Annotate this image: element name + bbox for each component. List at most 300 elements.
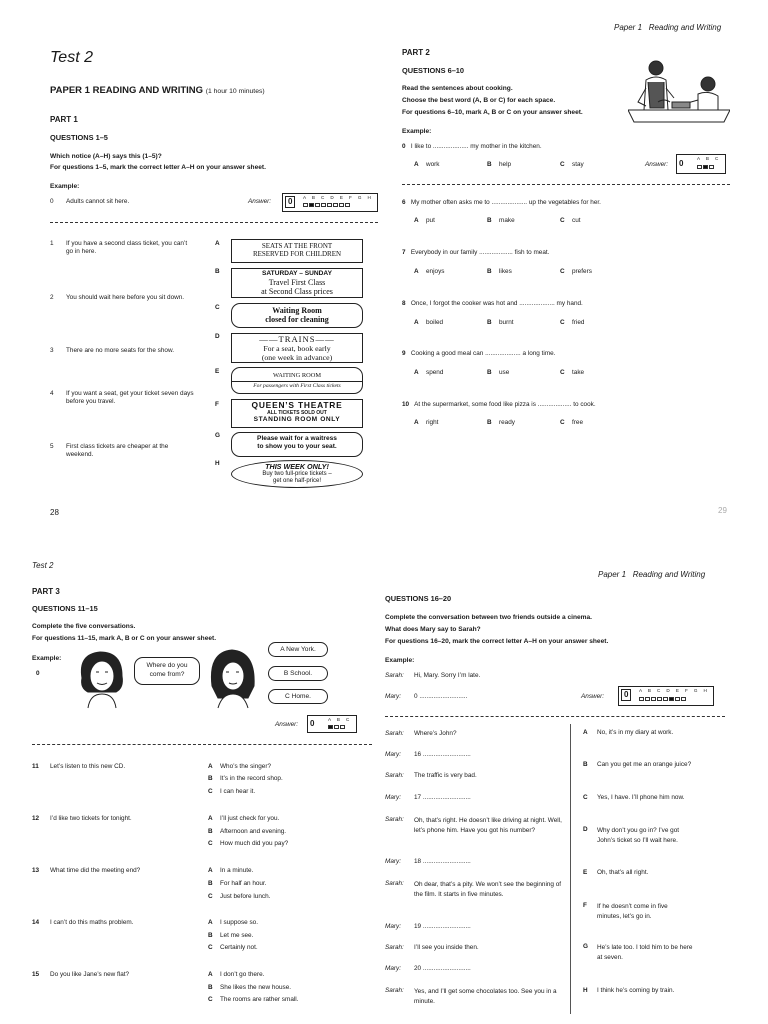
test-title: Test 2 (50, 49, 93, 66)
option-text: I’ll just check for you. (220, 815, 280, 822)
option-letter: B (583, 761, 588, 768)
option-letter: C (208, 788, 213, 795)
option-bubble-text: A New York. (280, 646, 316, 653)
option-letter: C (560, 217, 565, 224)
notice-line: to show you to your seat. (257, 442, 337, 450)
notice-letter: B (215, 268, 220, 275)
notice-line: at Second Class prices (261, 286, 333, 296)
instruction-line: Complete the conversation between two friends outside a cinema. (385, 614, 593, 621)
answer-letters: A B C (697, 156, 721, 161)
page-29 (384, 0, 768, 540)
option-text: I don’t go there. (220, 971, 265, 978)
example-label: Example: (32, 655, 62, 662)
questions-title: QUESTIONS 6–10 (402, 66, 465, 75)
questions-title: QUESTIONS 1–5 (50, 133, 108, 142)
answer-lozenges (639, 697, 686, 701)
question-option (560, 419, 583, 427)
question-text: I can’t do this maths problem. (50, 919, 134, 926)
option-letter: B (487, 369, 492, 376)
option-bubble (268, 666, 328, 681)
paper-title-text: PAPER 1 READING AND WRITING (50, 85, 204, 96)
sentence-after: my hand. (556, 300, 583, 307)
running-header: Test 2 (32, 561, 54, 570)
option-bubble (268, 642, 328, 657)
notice-line: Travel First Class (268, 277, 326, 287)
option-text: right (426, 419, 439, 426)
option-text: fried (572, 319, 585, 326)
speaker-label: Mary: (385, 965, 401, 972)
question-sentence (402, 300, 583, 308)
woman-illustration (208, 646, 258, 710)
example-label: Example: (402, 128, 432, 135)
question-option (208, 932, 253, 940)
option-letter: C (208, 840, 213, 847)
instruction-line: For questions 16–20, mark the correct letter A–H on your answer sheet. (385, 638, 609, 645)
speaker-label: Mary: (385, 858, 401, 865)
question-text: If you have a second class ticket, you can’t go in here. (66, 240, 188, 256)
option-text: make (499, 217, 515, 224)
option-letter: A (208, 763, 213, 770)
answer-letters: A B C (328, 717, 352, 722)
instruction-line: For questions 11–15, mark A, B or C on your answer sheet. (32, 635, 217, 642)
option-letter: B (208, 828, 213, 835)
notice-letter: F (215, 401, 219, 408)
page-30 (0, 540, 384, 1024)
question-option (560, 268, 592, 276)
option-letter: C (560, 369, 565, 376)
question-sentence (402, 401, 596, 409)
option-text: spend (426, 369, 444, 376)
option-letter: G (583, 943, 588, 950)
sentence-blank: ................... (537, 401, 572, 408)
notice-c (231, 303, 363, 328)
option-letter: C (560, 161, 565, 168)
option-text: The rooms are rather small. (220, 996, 299, 1003)
question-option (208, 763, 271, 771)
question-option (208, 828, 286, 836)
example-answer-box (618, 686, 714, 706)
option-text: use (499, 369, 510, 376)
option-text: She likes the new house. (220, 984, 292, 991)
option-text: No, it’s in my diary at work. (597, 729, 674, 736)
option-letter: A (414, 319, 419, 326)
option-text: work (426, 161, 440, 168)
notice-line: closed for cleaning (265, 315, 329, 325)
option-text: cut (572, 217, 581, 224)
question-option (208, 867, 253, 875)
option-letter: H (583, 987, 588, 994)
notice-line: SEATS AT THE FRONT (261, 242, 333, 250)
option-letter: E (583, 869, 588, 876)
option-text: I think he’s coming by train. (597, 987, 675, 994)
question-option (208, 893, 270, 901)
question-number: 3 (50, 347, 54, 354)
notice-line: QUEEN’S THEATRE (251, 400, 343, 410)
option-text: burnt (499, 319, 514, 326)
notice-line: (one week in advance) (261, 352, 333, 362)
sentence-blank: ................... (479, 249, 513, 256)
question-option (208, 788, 255, 796)
woman-illustration (76, 648, 128, 710)
sentence-blank: .................... (491, 199, 528, 206)
dialogue-line: Oh, that’s right. He doesn’t like driving at night. Well, let’s phone him. Have you got his number? (414, 817, 562, 834)
option-letter: C (208, 893, 213, 900)
speech-bubble (134, 657, 200, 685)
example-answer-box (676, 154, 726, 174)
speaker-label: Mary: (385, 751, 401, 758)
option-text: ready (499, 419, 515, 426)
speaker-label: Mary: (385, 794, 401, 801)
answer-label: Answer: (645, 161, 669, 168)
divider (385, 716, 725, 717)
option-text: In a minute. (220, 867, 254, 874)
question-text: What time did the meeting end? (50, 867, 141, 874)
question-option (414, 319, 443, 327)
answer-number: 0 (310, 719, 315, 728)
answer-label: Answer: (581, 693, 605, 700)
notice-line: WAITING ROOM (272, 372, 322, 379)
notice-letter: H (215, 460, 220, 467)
speaker-label: Sarah: (385, 987, 404, 994)
example-option (560, 161, 584, 169)
sentence-blank: .................... (485, 350, 521, 357)
dialogue-line: Yes, and I’ll get some chocolates too. See you in a minute. (414, 988, 557, 1005)
option-letter: C (583, 794, 588, 801)
question-text: There are no more seats for the show. (66, 347, 174, 354)
question-option (208, 984, 291, 992)
dialogue-line: Hi, Mary. Sorry I’m late. (414, 672, 481, 679)
option-text: Can you get me an orange juice? (597, 761, 692, 768)
option-letter: B (208, 775, 213, 782)
option-text: It’s in the record shop. (220, 775, 283, 782)
question-number: 2 (50, 294, 54, 301)
divider (32, 744, 372, 745)
option-text: Just before lunch. (220, 893, 271, 900)
sentence-blank: .................... (519, 300, 555, 307)
notice-line: Please wait for a waitress (257, 435, 337, 442)
page-number: 28 (50, 508, 59, 517)
dialogue-line: Where’s John? (414, 730, 457, 737)
question-text: Do you like Jane’s new flat? (50, 971, 130, 978)
option-bubble-text: B School. (283, 670, 313, 677)
option-text: Let me see. (220, 932, 254, 939)
notice-line: STANDING ROOM ONLY (253, 416, 341, 424)
sentence-before: Everybody in our family (410, 249, 478, 256)
question-text: I’d like two tickets for tonight. (50, 815, 132, 822)
question-sentence (402, 199, 601, 207)
sentence-after: to cook. (573, 401, 596, 408)
option-text: I can hear it. (220, 788, 256, 795)
question-option (208, 944, 258, 952)
answer-number: 0 (285, 196, 295, 208)
option-letter: B (487, 217, 492, 224)
instruction-line: Complete the five conversations. (32, 623, 136, 630)
option-letter: A (583, 729, 588, 736)
example-label: Example: (50, 183, 80, 190)
answer-label: Answer: (275, 721, 299, 728)
part-title: PART 1 (50, 115, 78, 124)
speaker-label: Mary: (385, 693, 401, 700)
question-option (414, 217, 435, 225)
question-number: 1 (50, 240, 54, 247)
question-number: 7 (402, 249, 406, 256)
question-option (487, 217, 515, 225)
question-number: 15 (32, 971, 40, 978)
notice-heading: TRAINS (278, 334, 316, 344)
page-31 (384, 540, 768, 1024)
question-option (487, 369, 509, 377)
option-letter: C (208, 996, 213, 1003)
question-option (560, 217, 581, 225)
question-option (414, 369, 443, 377)
paper-duration: (1 hour 10 minutes) (205, 88, 265, 95)
dialogue-line: The traffic is very bad. (414, 772, 477, 779)
notice-d (231, 333, 363, 363)
option-letter: C (208, 944, 213, 951)
question-option (208, 840, 288, 848)
questions-title: QUESTIONS 11–15 (32, 604, 98, 613)
question-number: 13 (32, 867, 40, 874)
dialogue-line: I’ll see you inside then. (414, 944, 479, 951)
answer-label: Answer: (248, 198, 272, 205)
option-text: free (572, 419, 584, 426)
question-option (487, 268, 512, 276)
question-option (208, 919, 258, 927)
option-text: stay (572, 161, 584, 168)
option-text: Certainly not. (220, 944, 258, 951)
notice-b (231, 268, 363, 298)
notice-letter: G (215, 432, 220, 439)
question-text: Let’s listen to this new CD. (50, 763, 126, 770)
sentence-after: a long time. (522, 350, 556, 357)
question-option (414, 419, 438, 427)
running-header: Paper 1 Reading and Writing (614, 23, 722, 32)
option-letter: B (208, 880, 213, 887)
cooking-illustration (628, 58, 730, 126)
dialogue-line: 18 ........................... (414, 858, 471, 865)
question-option (208, 880, 267, 888)
running-header: Paper 1 Reading and Writing (598, 570, 706, 579)
instruction-line: For questions 1–5, mark the correct letter A–H on your answer sheet. (50, 164, 266, 171)
notice-line: Waiting Room (272, 306, 322, 315)
notice-line: RESERVED FOR CHILDREN (252, 250, 342, 259)
notice-a (231, 239, 363, 263)
column-divider (570, 724, 571, 1014)
sentence-before: At the supermarket, some food like pizza is (414, 401, 536, 408)
instruction-line: Read the sentences about cooking. (402, 85, 513, 92)
question-text: First class tickets are cheaper at the weekend. (66, 443, 169, 459)
notice-line: Buy two full-price tickets – (262, 471, 332, 478)
question-text: You should wait here before you sit down. (66, 294, 185, 301)
example-answer-box (282, 193, 378, 212)
question-option (208, 971, 264, 979)
divider (402, 184, 730, 185)
option-letter: C (560, 268, 565, 275)
dialogue-line: 20 ........................... (414, 965, 471, 972)
answer-lozenges (303, 203, 350, 207)
paper-title (50, 85, 265, 97)
speech-bubble-text: Where do you come from? (146, 662, 188, 679)
option-bubble-text: C Home. (284, 693, 311, 700)
notice-line: For a seat, book early (263, 343, 331, 353)
option-letter: D (583, 826, 588, 833)
sentence-after: fish to meat. (514, 249, 550, 256)
question-number: 4 (50, 390, 54, 397)
question-number: 8 (402, 300, 406, 307)
notice-e (231, 367, 363, 394)
option-text: How much did you pay? (220, 840, 289, 847)
dialogue-line: 0 ........................... (414, 693, 468, 700)
speaker-label: Mary: (385, 923, 401, 930)
question-option (208, 996, 299, 1004)
example-answer-box (307, 715, 357, 733)
answer-lozenges (697, 165, 714, 169)
example-number: 0 (36, 670, 40, 677)
page-number: 29 (718, 506, 727, 515)
question-sentence (402, 249, 549, 257)
option-text: Yes, I have. I’ll phone him now. (597, 794, 685, 801)
option-text: He’s late too. I told him to be here at seven. (597, 944, 693, 961)
option-letter: B (208, 932, 213, 939)
option-text: Why don’t you go in? I’ve got John’s ticket so I’ll wait here. (597, 827, 680, 844)
option-letter: F (583, 902, 587, 909)
sentence-before: I like to (410, 143, 432, 150)
option-letter: C (560, 319, 565, 326)
instruction-line: What does Mary say to Sarah? (385, 626, 481, 633)
sentence-before: My mother often asks me to (410, 199, 490, 206)
notice-line: For passengers with First Class tickets (232, 381, 362, 389)
question-option (414, 268, 444, 276)
notice-letter: D (215, 333, 220, 340)
notice-letter: E (215, 368, 220, 375)
option-text: put (426, 217, 435, 224)
notice-line: get one half-price! (272, 478, 322, 485)
notice-line: ——TRAINS—— (259, 334, 335, 344)
notice-g (231, 432, 363, 457)
sentence-after: up the vegetables for her. (528, 199, 601, 206)
instruction-line: Which notice (A–H) says this (1–5)? (50, 153, 162, 160)
page-28 (0, 0, 384, 540)
option-text: take (572, 369, 585, 376)
option-letter: B (487, 268, 492, 275)
question-option (208, 775, 283, 783)
option-letter: A (208, 867, 213, 874)
example-sentence (402, 143, 542, 151)
option-letter: B (487, 161, 492, 168)
question-number: 14 (32, 919, 40, 926)
option-letter: B (487, 419, 492, 426)
question-number: 6 (402, 199, 406, 206)
sentence-before: Once, I forgot the cooker was hot and (410, 300, 518, 307)
example-number: 0 (402, 143, 406, 150)
option-text: Oh, that’s all right. (597, 869, 649, 876)
option-letter: A (414, 419, 419, 426)
answer-letters: A B C D E F G H (639, 688, 710, 693)
speaker-label: Sarah: (385, 880, 404, 887)
question-text: If you want a seat, get your ticket seven days before you travel. (66, 390, 194, 406)
sentence-after: my mother in the kitchen. (470, 143, 542, 150)
option-letter: B (208, 984, 213, 991)
answer-lozenges (328, 725, 345, 729)
question-option (560, 319, 584, 327)
option-letter: B (487, 319, 492, 326)
option-letter: A (208, 815, 213, 822)
question-number: 9 (402, 350, 406, 357)
example-option (487, 161, 511, 169)
option-letter: A (414, 369, 419, 376)
option-letter: A (208, 971, 213, 978)
dialogue-line: 16 ........................... (414, 751, 471, 758)
notice-line: SATURDAY – SUNDAY (262, 270, 332, 277)
instruction-line: For questions 6–10, mark A, B or C on your answer sheet. (402, 109, 583, 116)
example-number: 0 (50, 198, 54, 205)
speaker-label: Sarah: (385, 730, 404, 737)
question-number: 11 (32, 763, 39, 770)
option-letter: A (414, 217, 419, 224)
option-letter: A (208, 919, 213, 926)
notice-letter: A (215, 240, 220, 247)
question-sentence (402, 350, 556, 358)
option-letter: A (414, 161, 419, 168)
question-number: 5 (50, 443, 54, 450)
option-text: I suppose so. (220, 919, 259, 926)
option-letter: A (414, 268, 419, 275)
option-text: likes (499, 268, 512, 275)
option-text: For half an hour. (220, 880, 267, 887)
option-bubble (268, 689, 328, 704)
option-text: Who’s the singer? (220, 763, 272, 770)
option-text: If he doesn’t come in five minutes, let’s go in. (597, 903, 668, 920)
question-option (487, 419, 515, 427)
answer-number: 0 (621, 689, 631, 701)
dialogue-line: 19 ........................... (414, 923, 471, 930)
sentence-before: Cooking a good meal can (410, 350, 484, 357)
speaker-label: Sarah: (385, 672, 404, 679)
option-text: Afternoon and evening. (220, 828, 287, 835)
dialogue-line: Oh dear, that’s a pity. We won’t see the beginning of the film. It starts in five minutes. (414, 881, 562, 898)
answer-number: 0 (679, 159, 684, 168)
sentence-blank: .................... (432, 143, 469, 150)
notice-line: THIS WEEK ONLY! (265, 462, 329, 471)
dialogue-line: 17 ........................... (414, 794, 471, 801)
option-text: boiled (426, 319, 444, 326)
notice-h (231, 460, 363, 488)
option-text: prefers (572, 268, 592, 275)
part-title: PART 2 (402, 48, 430, 57)
notice-f (231, 399, 363, 428)
notice-letter: C (215, 304, 220, 311)
question-option (208, 815, 279, 823)
option-text: enjoys (426, 268, 445, 275)
questions-title: QUESTIONS 16–20 (385, 594, 452, 603)
option-text: help (499, 161, 512, 168)
speaker-label: Sarah: (385, 772, 404, 779)
question-number: 12 (32, 815, 40, 822)
notice-line: ALL TICKETS SOLD OUT (267, 409, 327, 416)
example-option (414, 161, 440, 169)
speaker-label: Sarah: (385, 816, 404, 823)
answer-letters: A B C D E F G H (303, 195, 374, 200)
question-option (487, 319, 514, 327)
speaker-label: Sarah: (385, 944, 404, 951)
question-number: 10 (402, 401, 410, 408)
divider (50, 222, 378, 223)
question-option (560, 369, 584, 377)
option-letter: C (560, 419, 565, 426)
example-label: Example: (385, 657, 415, 664)
part-title: PART 3 (32, 587, 60, 596)
example-text: Adults cannot sit here. (66, 198, 130, 205)
